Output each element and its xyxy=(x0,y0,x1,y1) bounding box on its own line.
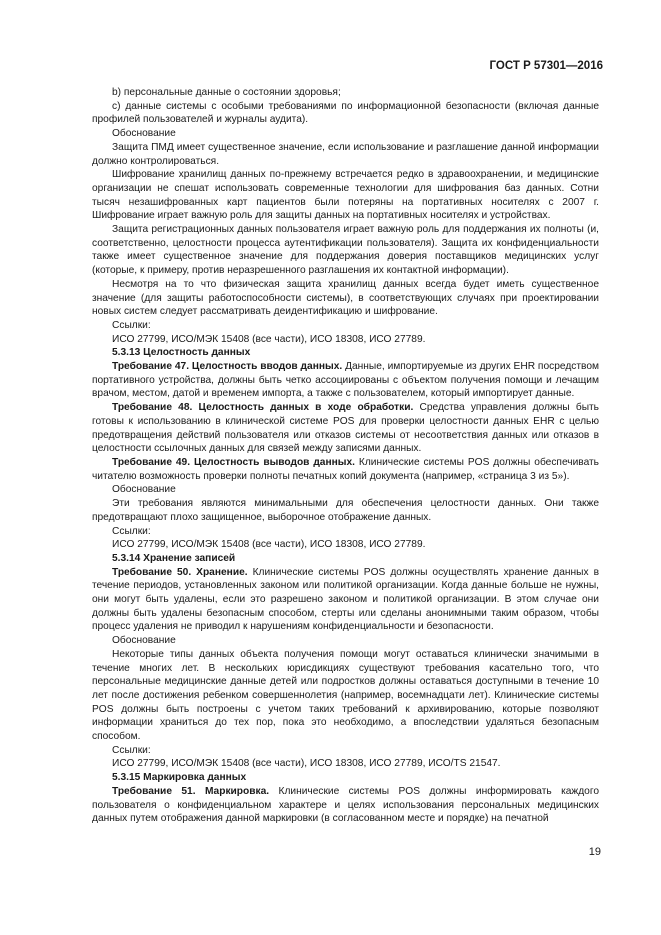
paragraph-text: Несмотря на то что физическая защита хранилищ данных всегда будет иметь существенное значение (для защиты работоспособности системы), в соответствующих случаях при проектировании новых систем следует рассматривать деидентификацию и шифрование. xyxy=(92,278,599,318)
requirement-title: Требование 48. Целостность данных в ходе обработки. xyxy=(112,402,414,414)
paragraph xyxy=(92,360,599,401)
paragraph-text: Данные, импортируемые из других EHR посредством портативного устройства, должны быть четко ассоциированы с объектом получения помощи и лечащим врачом, местом, датой и временем импорта, а также с пользователем, который импортирует данные. xyxy=(92,361,599,400)
paragraph xyxy=(92,525,599,539)
paragraph xyxy=(92,100,599,127)
paragraph xyxy=(92,168,599,223)
paragraph xyxy=(92,634,599,648)
paragraph-text: Эти требования являются минимальными для обеспечения целостности данных. Они также предотвращают плохо защищенное, выборочное отображение данных. xyxy=(92,498,599,523)
paragraph-text: Ссылки: xyxy=(112,525,151,537)
paragraph xyxy=(92,497,599,524)
paragraph-text: Клинические системы POS должны информировать каждого пользователя о конфиденциальном характере и целях использования персональных медицинских данных путем отображения данной маркировки (в согласованном месте и порядке) на печатной xyxy=(92,785,599,825)
section-heading: 5.3.15 Маркировка данных xyxy=(112,772,247,784)
paragraph xyxy=(92,744,599,758)
paragraph-text: ИСО 27799, ИСО/МЭК 15408 (все части), ИСО 18308, ИСО 27789. xyxy=(112,333,426,345)
paragraph xyxy=(92,757,599,771)
paragraph-text: Защита ПМД имеет существенное значение, если использование и разглашение данной информации должно контролироваться. xyxy=(92,141,599,167)
paragraph-text: ИСО 27799, ИСО/МЭК 15408 (все части), ИСО 18308, ИСО 27789, ИСО/TS 21547. xyxy=(112,758,501,770)
requirement-title: Требование 50. Хранение. xyxy=(112,566,248,578)
paragraph-text: Шифрование хранилищ данных по-прежнему встречается редко в здравоохранении, и медицинские организации не спешат использовать современные технологии для шифрования баз данных. Сотни тысяч незашифрованных карт пациентов были потеряны на портативных носителях с 2007 г. Шифрование играет важную роль для защиты данных на портативных носителях и устройствах. xyxy=(92,169,599,222)
document-body xyxy=(92,86,599,826)
paragraph xyxy=(92,483,599,497)
paragraph xyxy=(92,86,599,100)
paragraph-text: Некоторые типы данных объекта получения помощи могут оставаться клинически значимыми в течение многих лет. В нескольких юрисдикциях существуют требования касательно того, что персональные медицинские данные детей или подростков должны оставаться доступными в течение 10 лет после достижения ребенком совершеннолетия (например, восемнадцати лет). Клинические системы POS должны быть построены с учетом таких требований к архивированию, которые позволяют информации храниться до тех пор, пока это необходимо, а впоследствии удаляться безопасным способом. xyxy=(92,648,599,743)
paragraph-text: Обоснование xyxy=(112,635,176,647)
paragraph-text: Ссылки: xyxy=(112,319,151,331)
paragraph-text: Обоснование xyxy=(112,484,176,496)
paragraph xyxy=(92,785,599,826)
standard-header: ГОСТ Р 57301—2016 xyxy=(489,60,603,72)
paragraph-text: ИСО 27799, ИСО/МЭК 15408 (все части), ИСО 18308, ИСО 27789. xyxy=(112,539,426,551)
paragraph xyxy=(92,127,599,141)
paragraph-text: Обоснование xyxy=(112,128,176,140)
paragraph-text: Ссылки: xyxy=(112,744,151,756)
paragraph-text: Защита регистрационных данных пользователя играет важную роль для поддержания их полноты (и, соответственно, целостности процесса аутентификации пользователя). Защита их конфиденциальности также имеет существенное значение для поддержания доверия поставщиков медицинских услуг (которые, к примеру, против неразрешенного разглашения их контактной информации). xyxy=(92,224,599,277)
paragraph-text: b) персональные данные о состоянии здоровья; xyxy=(112,87,341,98)
paragraph xyxy=(92,319,599,333)
section-heading: 5.3.13 Целостность данных xyxy=(112,347,251,359)
requirement-title: Требование 51. Маркировка. xyxy=(112,785,270,797)
paragraph-text: Клинические системы POS должны обеспечивать читателю возможность проверки полноты печатных копий документа (например, «страница 3 из 5»). xyxy=(92,456,599,482)
paragraph xyxy=(92,538,599,552)
paragraph xyxy=(92,648,599,744)
paragraph xyxy=(92,223,599,278)
section-heading: 5.3.14 Хранение записей xyxy=(112,552,236,564)
paragraph xyxy=(92,278,599,319)
paragraph xyxy=(92,456,599,483)
requirement-title: Требование 49. Целостность выводов данных. xyxy=(112,456,355,468)
page-number: 19 xyxy=(588,846,601,858)
paragraph xyxy=(92,333,599,347)
paragraph xyxy=(92,566,599,635)
paragraph-text: c) данные системы с особыми требованиями по информационной безопасности (включая данные профилей пользователей и журналы аудита). xyxy=(92,100,599,126)
paragraph-text: Клинические системы POS должны осуществлять хранение данных в течение периодов, установленных законом или политикой организации. Когда данные больше не нужны, они могут быть удалены, если это разрешено законом и политикой организации. В этом случае они должны быть удалены безопасным способом, стерты или сделаны анонимными таким образом, чтобы процесс удаления не приводил к нарушениям конфиденциальности и безопасности. xyxy=(92,566,599,633)
requirement-title: Требование 47. Целостность вводов данных. xyxy=(112,361,343,373)
paragraph-text: Средства управления должны быть готовы к использованию в клинической системе POS для проверки целостности данных EHR с целью предотвращения действий пользователя или отказов системы от несоответствия данных или отказов в целостности ссылочных данных для связей между записями данных. xyxy=(92,402,599,455)
paragraph xyxy=(92,401,599,456)
paragraph xyxy=(92,141,599,168)
